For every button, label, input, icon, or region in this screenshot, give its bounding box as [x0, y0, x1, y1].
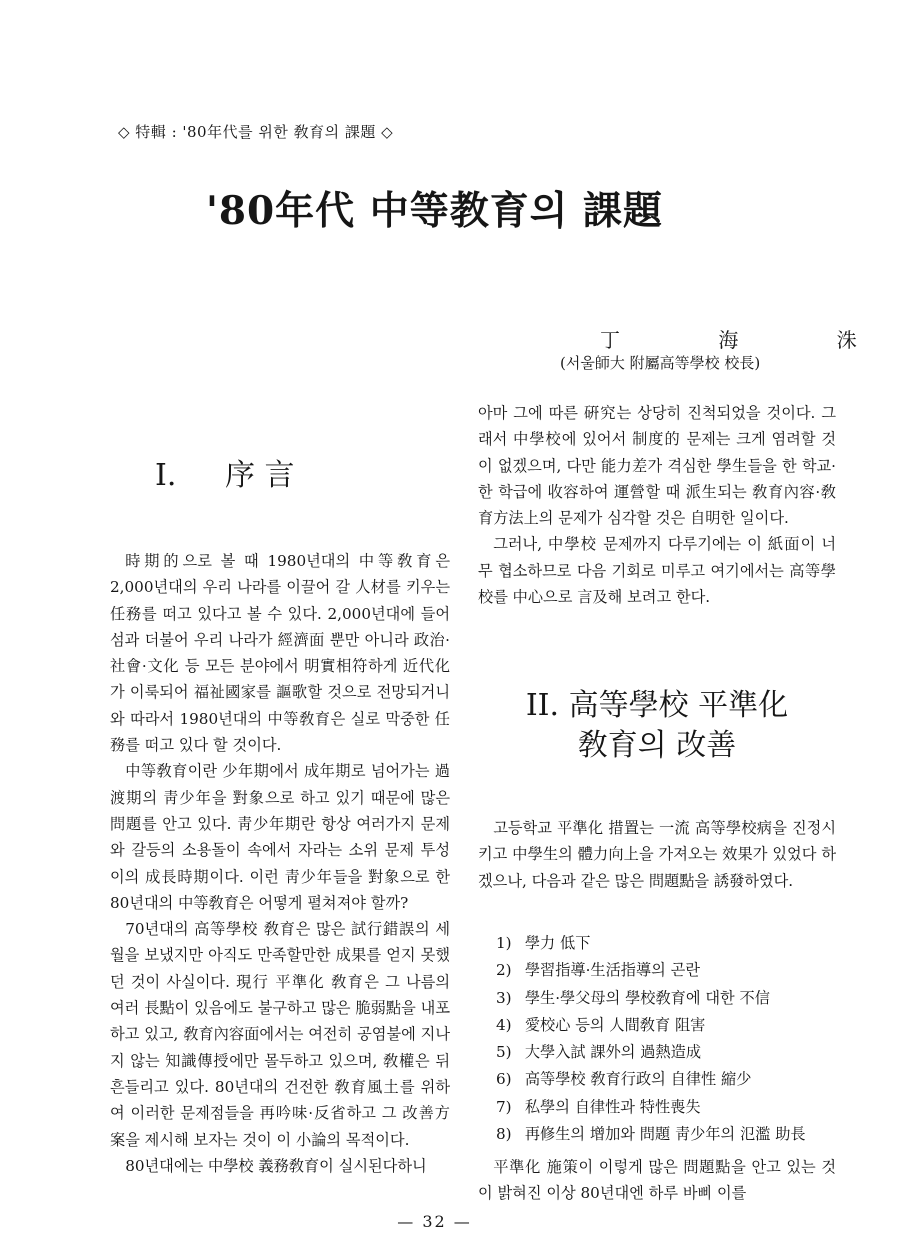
paragraph: 中等敎育이란 少年期에서 成年期로 넘어가는 過渡期의 靑少年을 對象으로 하고 있기 때문에 많은 問題를 안고 있다. 靑少年期란 항상 여러가지 문제와 갈등의 소용돌이 속에서 자라는 소위 문제 투성이의 成長時期이다. 이런 靑少年들을 對象으로 한 80년대의 中等敎育은 어떻게 펼쳐져야 할까? — [110, 762, 450, 912]
section2-title-line2: 敎育의 改善 — [577, 728, 737, 763]
list-item-number: 3) — [496, 988, 512, 1007]
list-item-number: 2) — [496, 961, 512, 980]
list-item — [496, 930, 806, 957]
list-item-number: 6) — [496, 1070, 512, 1089]
paragraph: 80년대에는 中學校 義務敎育이 실시된다하니 — [125, 1156, 427, 1175]
list-item-text: 學習指導·生活指導의 곤란 — [524, 961, 700, 980]
section2-title-line1: 高等學校 平準化 — [568, 688, 789, 723]
article-title: '80年代 中等教育의 課題 — [205, 188, 664, 234]
paragraph: 70년대의 高等學校 敎育은 많은 試行錯誤의 세월을 보냈지만 아직도 만족할만한 成果를 얻지 못했던 것이 사실이다. 現行 平準化 敎育은 그 나름의 여러 長點이 있음에도 불구하고 많은 脆弱點을 내포하고 있고, 敎育內容面에서는 여전히 공염불에 지나지 않는 知識傳授에만 몰두하고 있으며, 敎權은 뒤흔들리고 있다. 80년대의 건전한 敎育風土를 위하여 이러한 문제점들을 再吟味·反省하고 그 改善方案을 제시해 보자는 것이 이 小論의 목적이다. — [110, 920, 450, 1149]
paragraph: 아마 그에 따른 硏究는 상당히 진척되었을 것이다. 그래서 中學校에 있어서 制度的 문제는 크게 염려할 것이 없겠으며, 다만 能力差가 격심한 學生들을 한 학교·한 학급에 收容하여 運營할 때 派生되는 敎育內容·敎育方法上의 문제가 심각할 것은 自明한 일이다. — [478, 404, 836, 528]
list-item-number: 5) — [496, 1043, 512, 1062]
list-item — [496, 957, 806, 984]
section1-number: I. — [155, 458, 177, 493]
paragraph: 그러나, 中學校 문제까지 다루기에는 이 紙面이 너무 협소하므로 다음 기회로 미루고 여기에서는 高等學校를 中心으로 言及해 보려고 한다. — [478, 535, 836, 607]
section2-heading — [478, 686, 836, 766]
section2-closing-block — [478, 1154, 836, 1207]
list-item-number: 1) — [496, 934, 512, 952]
list-item — [496, 1066, 806, 1093]
list-item-text: 大學入試 課外의 過熱造成 — [524, 1043, 702, 1062]
list-item — [496, 1039, 806, 1066]
list-item — [496, 1012, 806, 1039]
list-item-text: 學生·學父母의 學校敎育에 대한 不信 — [524, 988, 770, 1007]
list-item-number: 4) — [496, 1015, 512, 1034]
list-item-text: 愛校心 등의 人間敎育 阻害 — [524, 1015, 706, 1034]
section1-title: 序 言 — [225, 458, 295, 493]
list-item — [496, 1094, 806, 1121]
list-item-text: 再修生의 增加와 問題 靑少年의 氾濫 助長 — [524, 1125, 806, 1144]
paragraph: 고등학교 平準化 措置는 一流 高等學校病을 진정시키고 中學生의 體力向上을 가져오는 效果가 있었다 하겠으나, 다음과 같은 많은 問題點을 誘發하였다. — [478, 819, 836, 890]
author-affiliation: (서울師大 附屬高等學校 校長) — [560, 354, 761, 372]
right-column-top — [478, 400, 836, 610]
list-item-text: 高等學校 敎育行政의 自律性 縮少 — [524, 1070, 752, 1089]
paragraph: 平準化 施策이 이렇게 많은 問題點을 안고 있는 것이 밝혀진 이상 80년대엔 하루 바삐 이를 — [478, 1158, 836, 1203]
section1-heading — [155, 450, 305, 494]
paragraph: 時期的으로 볼 때 1980년대의 中等敎育은 2,000년대의 우리 나라를 이끌어 갈 人材를 키우는 任務를 떠고 있다고 볼 수 있다. 2,000년대에 들어섬과 더불어 우리 나라가 經濟面 뿐만 아니라 政治·社會·文化 등 모든 분야에서 明實相符하게 近代化가 이룩되어 福祉國家를 謳歌할 것으로 전망되거니와 따라서 1980년대의 中等敎育은 실로 막중한 任務를 떠고 있다 할 것이다. — [110, 552, 450, 755]
list-item — [496, 985, 806, 1012]
list-item-text: 學力 低下 — [524, 934, 591, 952]
section2-number: II. — [525, 688, 560, 723]
list-item-number: 8) — [496, 1125, 512, 1144]
series-label: ◇ 特輯 : '80年代를 위한 敎育의 課題 ◇ — [118, 123, 394, 141]
list-item-number: 7) — [496, 1097, 512, 1116]
left-column — [110, 548, 450, 1179]
section2-intro-block — [478, 815, 836, 894]
problem-list — [496, 930, 806, 1148]
list-item-text: 私學의 自律性과 特性喪失 — [524, 1097, 701, 1116]
list-item — [496, 1121, 806, 1148]
page-number: — 32 — — [397, 1212, 472, 1231]
author-name: 丁 海 洙 — [600, 328, 903, 352]
